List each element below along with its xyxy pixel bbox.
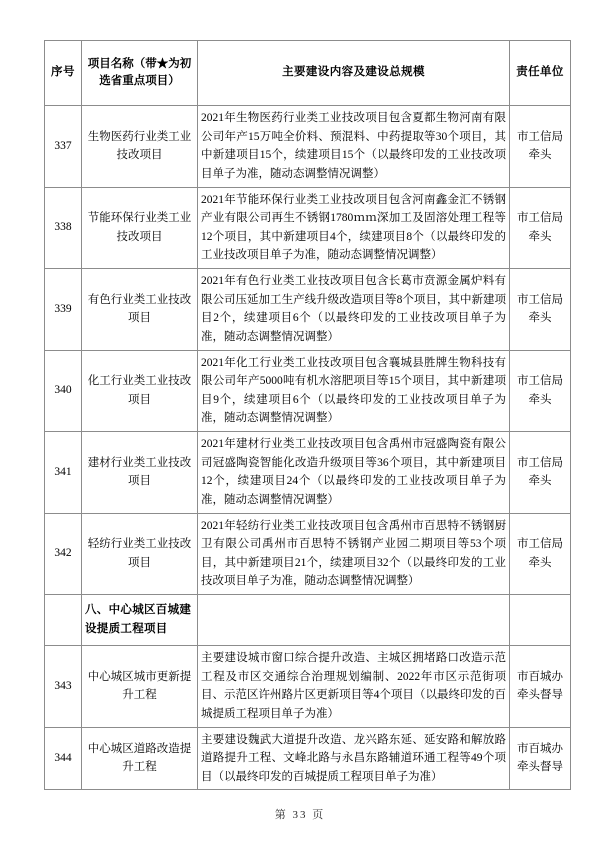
row-description: 2021年化工行业类工业技改项目包含襄城县胜牌生物科技有限公司年产5000吨有机水溶肥项目等15个项目，其中新建项目9个，续建项目6个（以最终印发的工业技改项目单子为准，随动态调整情况调整） [198,350,510,432]
row-project-name: 生物医药行业类工业技改项目 [82,106,198,188]
row-sequence: 341 [45,432,82,514]
row-sequence: 339 [45,269,82,351]
table-header [45,41,571,106]
row-project-name: 节能环保行业类工业技改项目 [82,187,198,269]
row-sequence: 337 [45,106,82,188]
row-description: 主要建设城市窗口综合提升改造、主城区拥堵路口改造示范工程及市区交通综合治理规划编制、2022年市区示范街项目、示范区许州路片区更新项目等4个项目（以最终印发的百城提质工程项目单子为准） [198,646,510,728]
row-description: 2021年轻纺行业类工业技改项目包含禹州市百思特不锈钢厨卫有限公司禹州市百思特不锈钢产业园二期项目等53个项目，其中新建项目21个，续建项目32个（以最终印发的工业技改项目单子为准，随动态调整情况调整） [198,513,510,595]
row-sequence: 340 [45,350,82,432]
row-responsible-unit [510,595,571,646]
table-row [45,187,571,269]
row-project-name: 轻纺行业类工业技改项目 [82,513,198,595]
page-footer: 第 33 页 [274,809,326,821]
row-responsible-unit: 市工信局牵头 [510,350,571,432]
row-project-name: 中心城区道路改造提升工程 [82,727,198,790]
table-section-row [45,595,571,646]
table-row [45,513,571,595]
row-project-name: 建材行业类工业技改项目 [82,432,198,514]
row-responsible-unit: 市百城办牵头督导 [510,646,571,728]
column-header-description: 主要建设内容及建设总规模 [198,41,510,106]
table-row [45,646,571,728]
row-responsible-unit: 市工信局牵头 [510,187,571,269]
row-responsible-unit: 市工信局牵头 [510,269,571,351]
table-row [45,106,571,188]
table-body [45,106,571,790]
row-description: 2021年有色行业类工业技改项目包含长葛市贲源金属炉料有限公司压延加工生产线升级改造项目等8个项目，其中新建项目2个，续建项目6个（以最终印发的工业技改项目单子为准，随动态调整情况调整） [198,269,510,351]
row-sequence: 338 [45,187,82,269]
row-description [198,595,510,646]
row-responsible-unit: 市工信局牵头 [510,432,571,514]
column-header-sequence: 序号 [45,41,82,106]
row-project-name: 化工行业类工业技改项目 [82,350,198,432]
row-sequence: 342 [45,513,82,595]
row-responsible-unit: 市工信局牵头 [510,106,571,188]
table-row [45,432,571,514]
row-responsible-unit: 市百城办牵头督导 [510,727,571,790]
project-list-table [44,40,571,790]
row-project-name: 八、中心城区百城建设提质工程项目 [82,595,198,646]
row-project-name: 有色行业类工业技改项目 [82,269,198,351]
column-header-project-name: 项目名称（带★为初选省重点项目） [82,41,198,106]
row-sequence: 343 [45,646,82,728]
row-responsible-unit: 市工信局牵头 [510,513,571,595]
row-description: 主要建设魏武大道提升改造、龙兴路东延、延安路和解放路道路提升工程、文峰北路与永昌东路辅道环通工程等49个项目（以最终印发的百城提质工程项目单子为准） [198,727,510,790]
row-description: 2021年节能环保行业类工业技改项目包含河南鑫金汇不锈钢产业有限公司再生不锈钢1780ｍｍ深加工及固溶处理工程等12个项目，其中新建项目4个，续建项目8个（以最终印发的工业技改项目单子为准，随动态调整情况调整） [198,187,510,269]
row-project-name: 中心城区城市更新提升工程 [82,646,198,728]
row-description: 2021年建材行业类工业技改项目包含禹州市冠盛陶瓷有限公司冠盛陶瓷智能化改造升级项目等36个项目，其中新建项目12个，续建项目24个（以最终印发的工业技改项目单子为准，随动态调整情况调整） [198,432,510,514]
column-header-responsible-unit: 责任单位 [510,41,571,106]
table-header-row [45,41,571,106]
table-row [45,727,571,790]
row-description: 2021年生物医药行业类工业技改项目包含夏都生物河南有限公司年产15万吨全价料、预混料、中药提取等30个项目，其中新建项目15个，续建项目15个（以最终印发的工业技改项目单子为准，随动态调整情况调整） [198,106,510,188]
table-row [45,269,571,351]
row-sequence [45,595,82,646]
row-sequence: 344 [45,727,82,790]
table-row [45,350,571,432]
